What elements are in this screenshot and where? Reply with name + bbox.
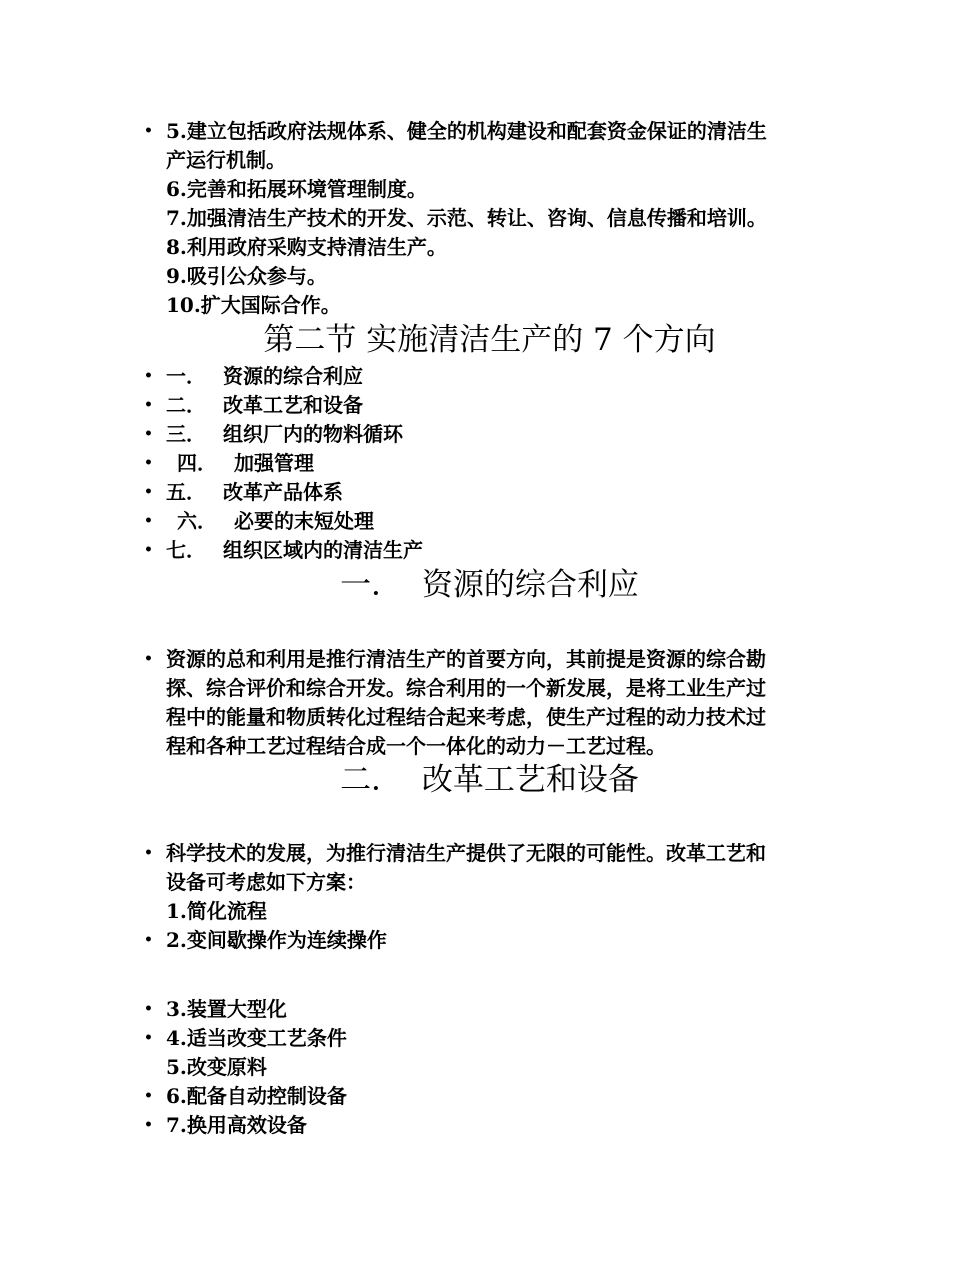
subsection-heading: 二． 改革工艺和设备 bbox=[340, 762, 639, 798]
paragraph-line: 探、综合评价和综合开发。综合利用的一个新发展，是将工业生产过 bbox=[166, 676, 766, 700]
direction-item bbox=[166, 391, 363, 420]
direction-number: 七． bbox=[166, 538, 206, 562]
bullet: • bbox=[144, 845, 153, 861]
bullet: • bbox=[144, 397, 153, 413]
bullet: • bbox=[144, 426, 153, 442]
bullet: • bbox=[144, 542, 153, 558]
direction-item bbox=[166, 420, 403, 449]
plan-item: 5.改变原料 bbox=[166, 1055, 267, 1079]
direction-text: 组织厂内的物料循环 bbox=[223, 422, 403, 446]
plan-item: 2.变间歇操作为连续操作 bbox=[166, 928, 387, 952]
direction-item bbox=[166, 362, 363, 391]
list-item: 9.吸引公众参与。 bbox=[166, 264, 327, 288]
direction-number: 五． bbox=[166, 480, 206, 504]
direction-text: 组织区域内的清洁生产 bbox=[223, 538, 423, 562]
direction-number: 四． bbox=[177, 451, 217, 475]
subsection-heading: 一． 资源的综合利应 bbox=[340, 567, 639, 603]
bullet: • bbox=[144, 1088, 153, 1104]
direction-item bbox=[177, 449, 314, 478]
list-item-continuation: 产运行机制。 bbox=[166, 148, 286, 172]
direction-text: 必要的末短处理 bbox=[234, 509, 374, 533]
bullet: • bbox=[144, 368, 153, 384]
direction-item bbox=[166, 478, 343, 507]
paragraph-line: 设备可考虑如下方案： bbox=[166, 870, 366, 894]
plan-item: 6.配备自动控制设备 bbox=[166, 1084, 347, 1108]
list-item: 10.扩大国际合作。 bbox=[166, 293, 341, 317]
section-title: 第二节 实施清洁生产的 7 个方向 bbox=[263, 322, 716, 358]
paragraph-line: 资源的总和利用是推行清洁生产的首要方向，其前提是资源的综合勘 bbox=[166, 647, 766, 671]
plan-item: 1.简化流程 bbox=[166, 899, 267, 923]
direction-number: 三． bbox=[166, 422, 206, 446]
bullet: • bbox=[144, 484, 153, 500]
list-item: 7.加强清洁生产技术的开发、示范、转让、咨询、信息传播和培训。 bbox=[166, 206, 767, 230]
paragraph-line: 程中的能量和物质转化过程结合起来考虑，使生产过程的动力技术过 bbox=[166, 705, 766, 729]
bullet: • bbox=[144, 123, 153, 139]
bullet: • bbox=[144, 651, 153, 667]
list-item: 5.建立包括政府法规体系、健全的机构建设和配套资金保证的清洁生 bbox=[166, 119, 767, 143]
paragraph-line: 科学技术的发展，为推行清洁生产提供了无限的可能性。改革工艺和 bbox=[166, 841, 766, 865]
bullet: • bbox=[144, 1030, 153, 1046]
bullet: • bbox=[144, 1117, 153, 1133]
direction-number: 六． bbox=[177, 509, 217, 533]
list-item: 6.完善和拓展环境管理制度。 bbox=[166, 177, 427, 201]
bullet: • bbox=[144, 513, 153, 529]
direction-text: 资源的综合利应 bbox=[223, 364, 363, 388]
plan-item: 4.适当改变工艺条件 bbox=[166, 1026, 347, 1050]
plan-item: 3.装置大型化 bbox=[166, 997, 287, 1021]
bullet: • bbox=[144, 932, 153, 948]
direction-number: 一． bbox=[166, 364, 206, 388]
direction-number: 二． bbox=[166, 393, 206, 417]
bullet: • bbox=[144, 455, 153, 471]
plan-item: 7.换用高效设备 bbox=[166, 1113, 307, 1137]
direction-text: 改革产品体系 bbox=[223, 480, 343, 504]
direction-item bbox=[177, 507, 374, 536]
list-item: 8.利用政府采购支持清洁生产。 bbox=[166, 235, 447, 259]
direction-text: 加强管理 bbox=[234, 451, 314, 475]
paragraph-line: 程和各种工艺过程结合成一个一体化的动力－工艺过程。 bbox=[166, 734, 666, 758]
bullet: • bbox=[144, 1001, 153, 1017]
direction-item bbox=[166, 536, 423, 565]
direction-text: 改革工艺和设备 bbox=[223, 393, 363, 417]
